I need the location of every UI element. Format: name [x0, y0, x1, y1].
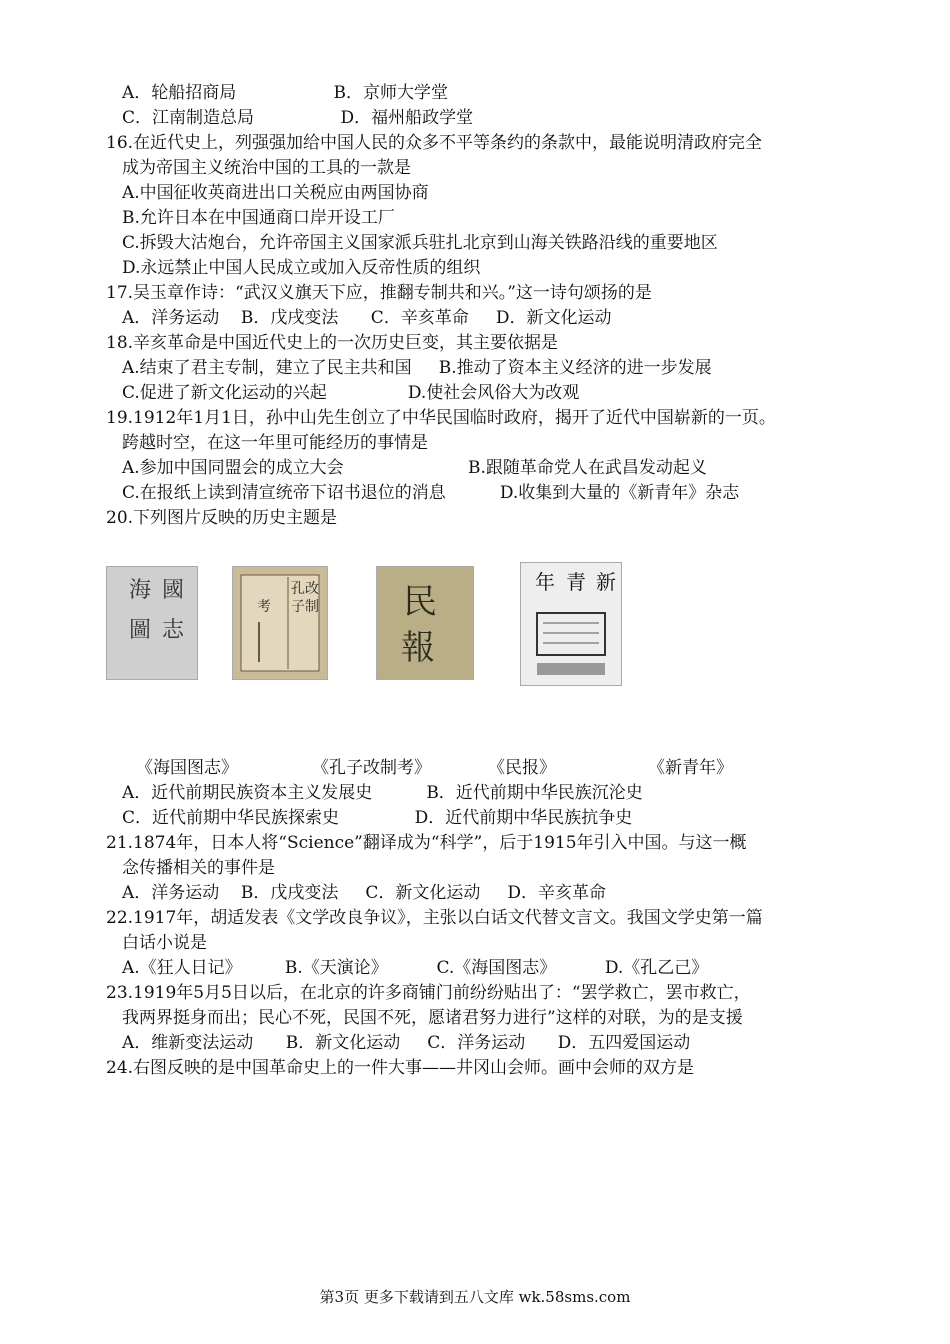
text-line: 17.吴玉章作诗：“武汉义旗天下应，推翻专制共和兴。”这一诗句颂扬的是	[106, 283, 652, 303]
text-line: C.拆毁大沽炮台，允许帝国主义国家派兵驻扎北京到山海关铁路沿线的重要地区	[122, 233, 718, 253]
seal-glyph: 海	[129, 578, 152, 603]
caption-haiguotuzhi: 《海国图志》	[136, 758, 238, 778]
text-line: B.允许日本在中国通商口岸开设工厂	[122, 208, 395, 228]
text-line: 18.辛亥革命是中国近代史上的一次历史巨变，其主要依据是	[106, 333, 559, 353]
book-cover-image	[233, 567, 327, 679]
cover-glyph: 子	[291, 599, 305, 615]
text-line: A．维新变法运动 B．新文化运动 C．洋务运动 D．五四爱国运动	[122, 1033, 691, 1053]
text-line: A.参加中国同盟会的成立大会 B.跟随革命党人在武昌发动起义	[122, 458, 707, 478]
kongzigaizhikao-cover-image	[232, 566, 328, 680]
caption-kongzigaizhikao: 《孔子改制考》	[312, 758, 431, 778]
caption-xinqingnian: 《新青年》	[648, 758, 733, 778]
text-line: A．轮船招商局 B．京师大学堂	[122, 83, 449, 103]
caption-minbao: 《民报》	[488, 758, 556, 778]
seal-glyph: 國	[162, 578, 185, 603]
text-line: C.促进了新文化运动的兴起 D.使社会风俗大为改观	[122, 383, 580, 403]
masthead-glyph: 年	[535, 570, 555, 594]
text-line: 20.下列图片反映的历史主题是	[106, 508, 338, 528]
newspaper-cover-image	[377, 567, 473, 679]
masthead-glyph: 青	[566, 570, 586, 594]
text-line: A.中国征收英商进出口关税应由两国协商	[122, 183, 429, 203]
xinqingnian-cover-image	[520, 562, 622, 686]
minbao-cover-image	[376, 566, 474, 680]
magazine-cover-image	[521, 563, 621, 685]
text-line: 白话小说是	[122, 933, 207, 953]
text-line: A.结束了君主专制，建立了民主共和国 B.推动了资本主义经济的进一步发展	[122, 358, 712, 378]
text-line: A．洋务运动 B．戊戌变法 C．新文化运动 D．辛亥革命	[122, 883, 607, 903]
text-line: 念传播相关的事件是	[122, 858, 275, 878]
text-line: 21.1874年，日本人将“Science”翻译成为“科学”，后于1915年引入中国。与这一概	[106, 833, 747, 853]
text-line: 24.右图反映的是中国革命史上的一件大事——井冈山会师。画中会师的双方是	[106, 1058, 695, 1078]
text-line: 跨越时空，在这一年里可能经历的事情是	[122, 433, 428, 453]
text-line: A．近代前期民族资本主义发展史 B．近代前期中华民族沉沦史	[122, 783, 643, 803]
cover-glyph: 考	[257, 599, 271, 615]
text-line: 22.1917年，胡适发表《文学改良争议》，主张以白话文代替文言文。我国文学史第一篇	[106, 908, 763, 928]
text-line: A.《狂人日记》 B.《天演论》 C.《海国图志》 D.《孔乙己》	[122, 958, 709, 978]
seal-glyph: 志	[162, 618, 185, 643]
text-line: 19.1912年1月1日，孙中山先生创立了中华民国临时政府，揭开了近代中国崭新的一页。	[106, 408, 776, 428]
masthead-glyph: 報	[401, 628, 435, 668]
page-footer: 第3页 更多下载请到五八文库 wk.58sms.com	[319, 1288, 631, 1306]
seal-glyph: 圖	[129, 618, 152, 643]
text-line: C.在报纸上读到清宣统帝下诏书退位的消息 D.收集到大量的《新青年》杂志	[122, 483, 740, 503]
text-line: A．洋务运动 B．戊戌变法 C．辛亥革命 D．新文化运动	[122, 308, 612, 328]
cover-glyph: 孔	[291, 581, 305, 597]
text-line: 23.1919年5月5日以后，在北京的许多商铺门前纷纷贴出了：“罢学救亡，罢市救亡，	[106, 983, 751, 1003]
cover-glyph: 改	[305, 581, 319, 597]
text-line: 16.在近代史上，列强强加给中国人民的众多不平等条约的条款中，最能说明清政府完全	[106, 133, 763, 153]
text-line: C．江南制造总局 D．福州船政学堂	[122, 108, 474, 128]
text-line: 我两界挺身而出；民心不死，民国不死，愿诸君努力进行”这样的对联，为的是支援	[122, 1008, 743, 1028]
haiguotuzhi-cover-image	[106, 566, 198, 680]
text-line: C．近代前期中华民族探索史 D．近代前期中华民族抗争史	[122, 808, 633, 828]
text-line: D.永远禁止中国人民成立或加入反帝性质的组织	[122, 258, 481, 278]
masthead-glyph: 民	[403, 582, 437, 622]
seal-script-image	[107, 567, 197, 679]
text-line: 成为帝国主义统治中国的工具的一款是	[122, 158, 411, 178]
masthead-glyph: 新	[596, 570, 616, 594]
cover-glyph: 制	[305, 599, 319, 615]
